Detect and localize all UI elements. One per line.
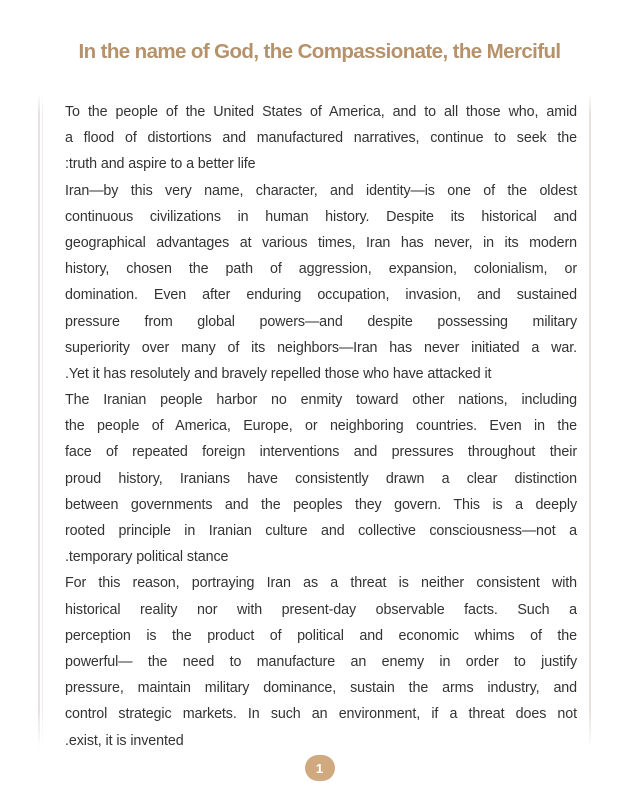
paragraph <box>65 178 577 388</box>
text-line: .temporary political stance <box>65 549 229 566</box>
text-line: history, chosen the path of aggression, expansion, colonialism, or <box>65 261 577 278</box>
text-line: between governments and the peoples they govern. This is a deeply <box>65 496 577 513</box>
text-line: rooted principle in Iranian culture and collective consciousness—not a <box>65 523 577 539</box>
text-line: perception is the product of political and economic whims of the <box>65 627 577 644</box>
page-title: In the name of God, the Compassionate, the Merciful <box>78 40 561 63</box>
text-line: the people of America, Europe, or neighboring countries. Even in the <box>65 418 577 435</box>
text-line: To the people of the United States of America, and to all those who, amid <box>65 104 577 120</box>
text-line: pressure, maintain military dominance, sustain the arms industry, and <box>65 680 577 697</box>
text-line: powerful— the need to manufacture an enemy in order to justify <box>65 653 577 670</box>
text-line: control strategic markets. In such an environment, if a threat does not <box>65 706 577 723</box>
text-line: geographical advantages at various times, Iran has never, in its modern <box>65 234 577 251</box>
text-line: For this reason, portraying Iran as a threat is neither consistent with <box>65 575 577 592</box>
text-line: :truth and aspire to a better life <box>65 156 256 173</box>
text-line: pressure from global powers—and despite possessing military <box>65 313 577 330</box>
right-page-rule <box>589 94 591 748</box>
text-line: historical reality nor with present-day observable facts. Such a <box>65 601 577 618</box>
paragraph <box>65 570 577 753</box>
text-line: Iran—by this very name, character, and identity—is one of the oldest <box>65 182 577 199</box>
left-page-rule-inner <box>42 94 43 748</box>
text-line: face of repeated foreign interventions and pressures throughout their <box>65 444 577 461</box>
text-line: proud history, Iranians have consistently drawn a clear distinction <box>65 470 577 487</box>
text-line: continuous civilizations in human history. Despite its historical and <box>65 208 577 225</box>
text-line: superiority over many of its neighbors—Iran has never initiated a war. <box>65 339 577 356</box>
paragraph <box>65 99 577 178</box>
text-line: domination. Even after enduring occupation, invasion, and sustained <box>65 287 577 304</box>
paragraph <box>65 387 577 570</box>
text-line: a flood of distortions and manufactured narratives, continue to seek the <box>65 130 577 147</box>
page-number-badge: 1 <box>305 755 335 781</box>
text-line: The Iranian people harbor no enmity toward other nations, including <box>65 392 577 409</box>
left-page-rule <box>38 94 40 748</box>
text-line: .exist, it is invented <box>65 732 184 749</box>
document-body <box>65 99 577 754</box>
text-line: .Yet it has resolutely and bravely repelled those who have attacked it <box>65 365 492 382</box>
